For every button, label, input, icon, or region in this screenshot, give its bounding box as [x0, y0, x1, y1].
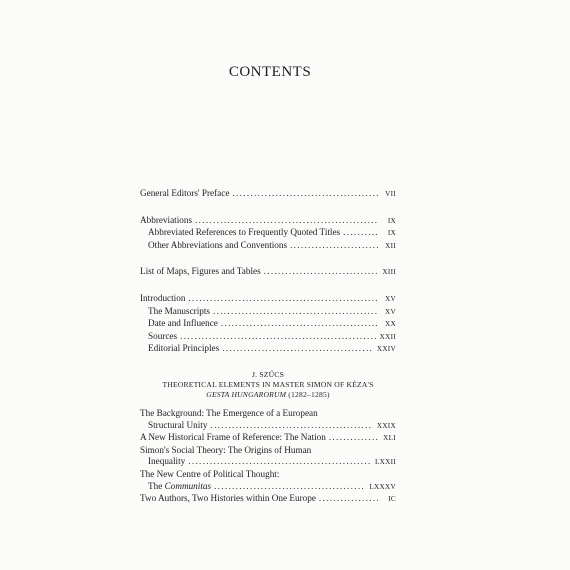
toc-entry — [140, 420, 396, 433]
toc-entry-page: XXIX — [376, 421, 396, 430]
toc-entry — [140, 493, 396, 506]
dot-leader — [319, 493, 378, 505]
toc-entry-line: The New Centre of Political Thought: — [140, 468, 280, 479]
dot-leader — [343, 227, 378, 239]
toc-entry-page: IX — [387, 229, 396, 238]
toc-entry-page: IX — [387, 216, 396, 225]
toc-entry-line: Simon's Social Theory: The Origins of Human — [140, 444, 312, 455]
dot-leader — [195, 215, 378, 227]
toc-entry-title: Sources — [148, 330, 178, 341]
toc-entry-title — [148, 481, 211, 493]
toc-entry — [140, 432, 396, 445]
toc-entry-title: Date and Influence — [148, 318, 218, 329]
dot-leader — [214, 481, 365, 493]
toc-entry-page: XII — [385, 241, 396, 250]
essay-title: THEORETICAL ELEMENTS IN MASTER SIMON OF KÉZA'S — [162, 379, 374, 389]
toc-subentry — [140, 318, 396, 331]
toc-entry-title: Structural Unity — [148, 419, 208, 430]
toc-subentry — [140, 227, 396, 240]
toc-entry-title: Inequality — [148, 456, 186, 467]
toc-entry-page: LXXII — [374, 458, 396, 467]
essay-dates: (1282–1285) — [288, 389, 330, 399]
toc-entry-page: VII — [385, 190, 396, 198]
toc-entry-page: XLI — [383, 434, 396, 443]
toc-entry-page: XV — [385, 307, 396, 316]
toc-entry — [140, 456, 396, 469]
dot-leader — [188, 293, 378, 305]
toc-entry-page: XX — [385, 320, 396, 329]
dot-leader — [188, 456, 371, 468]
toc-entry — [140, 481, 396, 494]
essay-heading — [140, 370, 396, 400]
toc-entry-line: The Background: The Emergence of a European — [140, 407, 318, 418]
toc-entry-title: General Editors' Preface — [140, 188, 230, 198]
dot-leader — [290, 240, 378, 252]
toc-entry-title: Editorial Principles — [148, 343, 220, 354]
toc-entry-title: Introduction — [140, 292, 186, 303]
dot-leader — [222, 343, 373, 355]
essay-subtitle — [140, 390, 396, 400]
toc-entry — [140, 266, 396, 279]
toc-entry-title-italic: Communitas — [164, 480, 212, 491]
toc-entry-title: The Manuscripts — [148, 305, 211, 316]
toc-entry-title: A New Historical Frame of Reference: The Nation — [140, 432, 326, 443]
toc-entry-page: XXII — [379, 332, 396, 341]
toc-subentry — [140, 306, 396, 319]
toc-entry-page: XV — [385, 294, 396, 303]
dot-leader — [232, 188, 378, 200]
dot-leader — [264, 266, 378, 278]
dot-leader — [221, 318, 378, 330]
toc-entry-title: Two Authors, Two Histories within One Europe — [140, 493, 316, 504]
toc-entry-title: List of Maps, Figures and Tables — [140, 266, 261, 277]
toc-entry — [140, 188, 396, 201]
toc-entry-title: Other Abbreviations and Conventions — [148, 239, 288, 250]
dot-leader — [180, 331, 376, 343]
toc-entry — [140, 293, 396, 306]
toc-subentry — [140, 343, 396, 356]
toc-entry-title: Abbreviated References to Frequently Quoted Titles — [148, 227, 341, 238]
dot-leader — [329, 432, 378, 444]
toc-entry — [140, 215, 396, 228]
table-of-contents — [140, 188, 396, 506]
toc-entry-page: IC — [388, 495, 396, 504]
essay-author: J. SZŰCS — [252, 369, 284, 379]
page-title: CONTENTS — [228, 64, 312, 80]
toc-subentry — [140, 331, 396, 344]
toc-entry-page: LXXXV — [369, 482, 396, 491]
toc-entry-title-prefix: The — [148, 480, 165, 491]
dot-leader — [213, 306, 378, 318]
essay-work: GESTA HUNGARORUM — [206, 389, 287, 399]
toc-entry-page: XXIV — [376, 345, 396, 354]
toc-entry-title: Abbreviations — [140, 214, 193, 225]
dot-leader — [210, 420, 372, 432]
toc-entry-page: XIII — [382, 268, 396, 277]
toc-subentry — [140, 240, 396, 253]
